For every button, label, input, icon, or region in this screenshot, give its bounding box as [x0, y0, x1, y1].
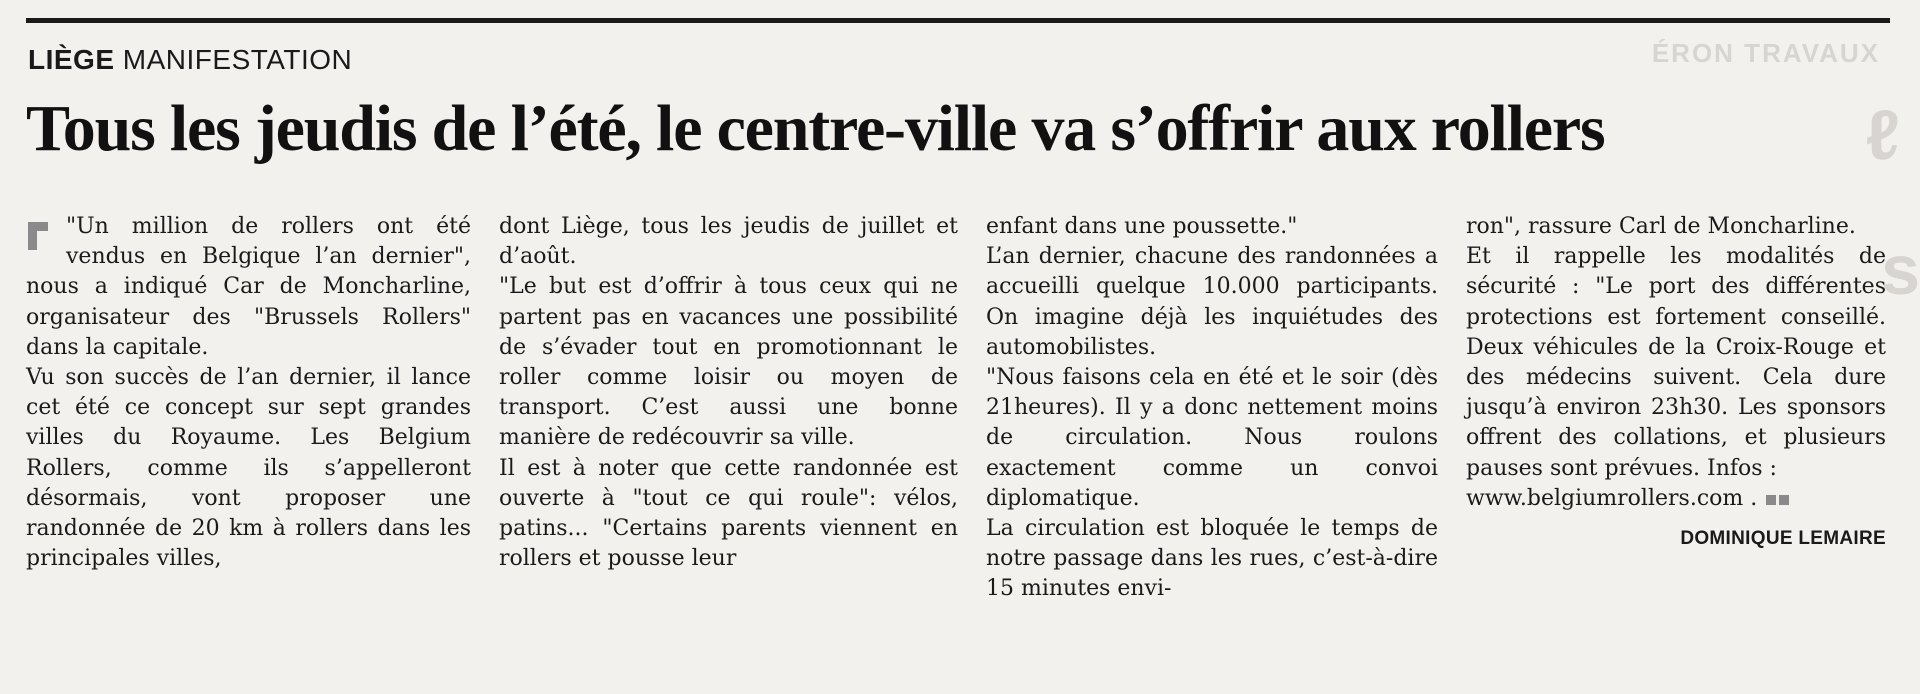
show-through-text: ℓ	[1865, 96, 1900, 174]
website-url: www.belgiumrollers.com .	[1466, 485, 1758, 511]
paragraph: L’an dernier, chacune des randonnées a accueilli quelque 10.000 participants. On imagine déjà les inquiétudes des automobilistes.	[986, 244, 1438, 360]
paragraph: "Un million de rollers ont été vendus en Belgique l’an dernier", nous a indiqué Car de Moncharline, organisateur des "Brussels Rollers" dans la capitale.	[26, 214, 471, 360]
paragraph: Vu son succès de l’an dernier, il lance cet été ce concept sur sept grandes villes du Royaume. Les Belgium Rollers, comme ils s’appelleront désormais, vont proposer une randonnée de 20 km à rollers dans les principales villes,	[26, 365, 471, 572]
show-through-text: ÉRON TRAVAUX	[1651, 38, 1880, 68]
opening-bracket-mark	[28, 222, 48, 250]
end-of-article-mark	[1763, 484, 1789, 514]
paragraph: "Le but est d’offrir à tous ceux qui ne partent pas en vacances une possibilité de s’évader tout en promotionnant le roller comme loisir ou moyen de transport. C’est aussi une bonne manière de redécouvrir sa ville.	[499, 274, 958, 451]
rubric-city: LIÈGE	[28, 44, 115, 75]
show-through-text: s	[1881, 231, 1920, 309]
article-column-3	[986, 212, 1466, 605]
paragraph: Il est à noter que cette randonnée est ouverte à "tout ce qui roule": vélos, patins... "Certains parents viennent en rollers et pousse leur	[499, 455, 958, 572]
author-byline: DOMINIQUE LEMAIRE	[1680, 528, 1886, 550]
paragraph: ron", rassure Carl de Moncharline.	[1466, 214, 1856, 239]
paragraph: dont Liège, tous les jeudis de juillet et d’août.	[499, 214, 958, 270]
article-column-4	[1466, 212, 1886, 605]
paragraph: Et il rappelle les modalités de sécurité : "Le port des différentes protections est fortement conseillé. Deux véhicules de la Croix-Rouge et des médecins suivent. Cela dure jusqu’à environ 23h30. Les sponsors offrent des collations, et plusieurs pauses sont prévues. Infos :	[1466, 244, 1886, 481]
article-body	[26, 212, 1886, 605]
article-column-1	[26, 212, 499, 605]
paragraph: enfant dans une poussette."	[986, 214, 1298, 239]
paragraph: La circulation est bloquée le temps de notre passage dans les rues, c’est-à-dire 15 minutes envi-	[986, 516, 1438, 602]
rubric-section: MANIFESTATION	[122, 44, 353, 75]
article-column-2	[499, 212, 986, 605]
paragraph: "Nous faisons cela en été et le soir (dès 21heures). Il y a donc nettement moins de circulation. Nous roulons exactement comme un convoi diplomatique.	[986, 365, 1438, 511]
paragraph-url	[1466, 484, 1886, 514]
top-rule	[26, 18, 1890, 23]
headline: Tous les jeudis de l’été, le centre-ville va s’offrir aux rollers	[26, 92, 1605, 165]
section-rubric	[28, 44, 352, 76]
